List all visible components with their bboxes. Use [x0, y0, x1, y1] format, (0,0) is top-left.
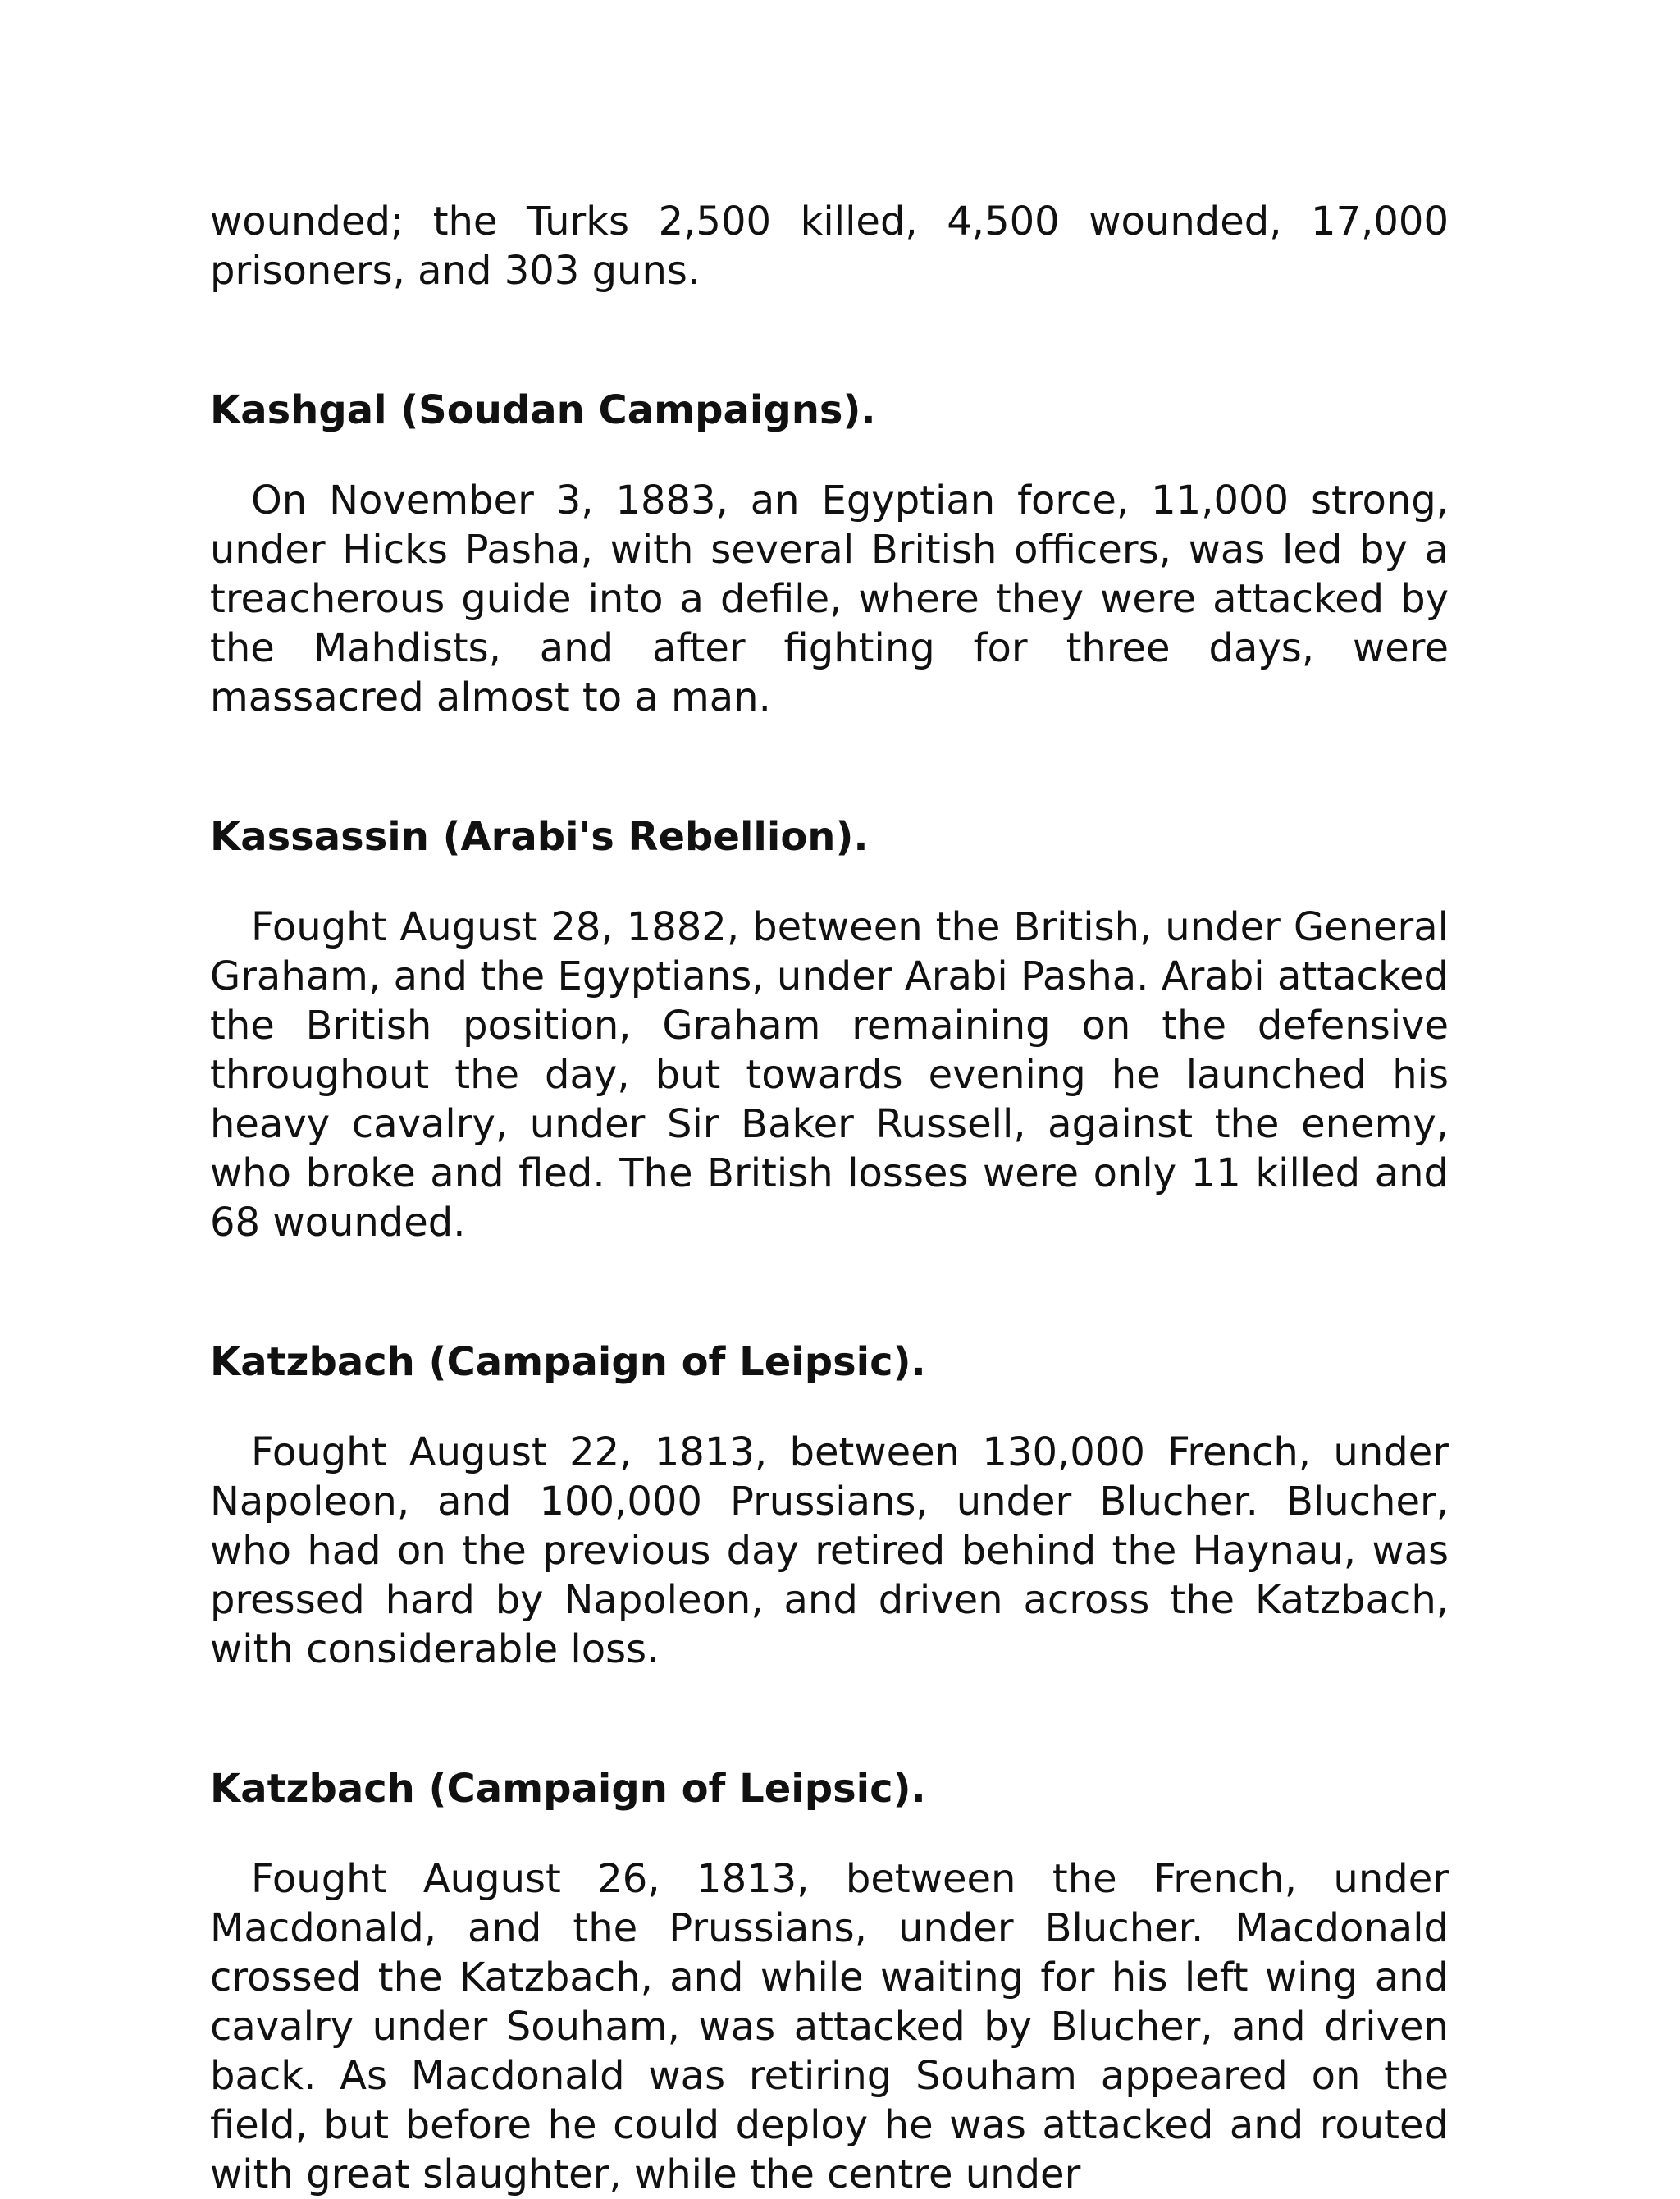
- entry-body-katzbach-1: Fought August 22, 1813, between 130,000 French, under Napoleon, and 100,000 Prussians, under Blucher. Blucher, who had on the previous day retired behind the Haynau, was pressed hard by Napoleon, and driven across the Katzbach, with considerable loss.: [210, 1429, 1449, 1672]
- entry-heading-kassassin: Kassassin (Arabi's Rebellion).: [210, 814, 869, 860]
- entry-heading-katzbach-2: Katzbach (Campaign of Leipsic).: [210, 1766, 926, 1812]
- entry-heading-katzbach-1: Katzbach (Campaign of Leipsic).: [210, 1339, 926, 1385]
- spacer: [210, 435, 1449, 476]
- page-content: [210, 197, 1449, 2199]
- spacer: [210, 1813, 1449, 1854]
- spacer: [210, 295, 1449, 386]
- entry-body-kassassin: Fought August 28, 1882, between the British, under General Graham, and the Egyptians, under Arabi Pasha. Arabi attacked the British position, Graham remaining on the defensive throughout the day, but towards evening he launched his heavy cavalry, under Sir Baker Russell, against the enemy, who broke and fled. The British losses were only 11 killed and 68 wounded.: [210, 904, 1449, 1246]
- entry-body-katzbach-2: Fought August 26, 1813, between the French, under Macdonald, and the Prussians, under Blucher. Macdonald crossed the Katzbach, and while waiting for his left wing and cavalry under Souham, was attacked by Blucher, and driven back. As Macdonald was retiring Souham appeared on the field, but before he could deploy he was attacked and routed with great slaughter, while the centre under: [210, 1856, 1449, 2197]
- entry-heading-kashgal: Kashgal (Soudan Campaigns).: [210, 387, 876, 433]
- entry-body-kashgal: On November 3, 1883, an Egyptian force, 11,000 strong, under Hicks Pasha, with several British officers, was led by a treacherous guide into a defile, where they were attacked by the Mahdists, and after fighting for three days, were massacred almost to a man.: [210, 478, 1449, 720]
- spacer: [210, 862, 1449, 903]
- spacer: [210, 1674, 1449, 1764]
- spacer: [210, 722, 1449, 812]
- spacer: [210, 1387, 1449, 1428]
- spacer: [210, 1247, 1449, 1337]
- opening-paragraph: wounded; the Turks 2,500 killed, 4,500 wounded, 17,000 prisoners, and 303 guns.: [210, 199, 1449, 294]
